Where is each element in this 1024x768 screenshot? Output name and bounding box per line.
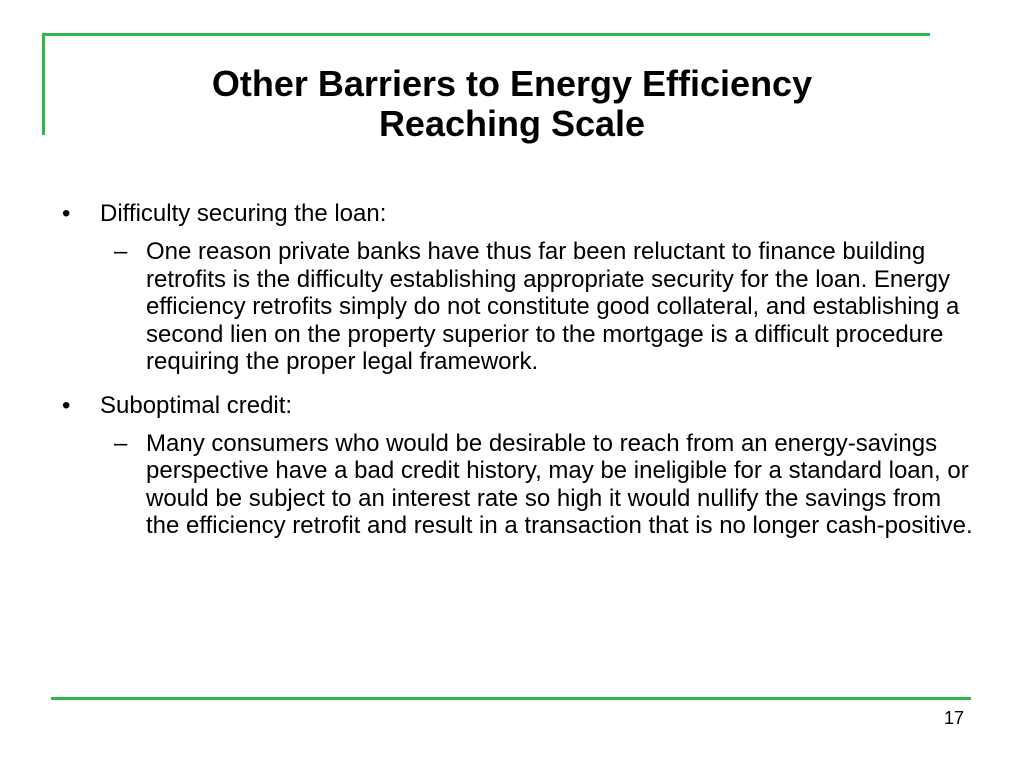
sub-bullet-text: Many consumers who would be desirable to reach from an energy-savings perspective have a bad credit history, may be ineligible for a standard loan, or would be subject to an interest rate so high it would nullify the savings from the efficiency retrofit and result in a transaction that is no longer cash-positive. [146, 429, 973, 539]
bullet-marker: • [62, 391, 71, 419]
bullet-item [60, 392, 980, 420]
footer-divider [51, 697, 971, 700]
sub-bullet-item [60, 238, 980, 376]
sub-bullet-item [60, 430, 980, 540]
slide-body [60, 200, 980, 556]
bullet-text: Suboptimal credit: [100, 391, 293, 419]
bullet-text: Difficulty securing the loan: [100, 200, 387, 227]
page-number: 17 [943, 708, 964, 728]
slide-title [60, 64, 964, 144]
sub-bullet-marker: – [114, 238, 128, 265]
frame-left-line [42, 33, 45, 135]
title-line-1: Other Barriers to Energy Efficiency [211, 63, 813, 104]
bullet-marker: • [62, 200, 71, 227]
sub-bullet-marker: – [114, 429, 128, 457]
sub-bullet-text: One reason private banks have thus far been reluctant to finance building retrofits is the difficulty establishing appropriate security for the loan. Energy efficiency retrofits simply do not constitute good collateral, and establishing a second lien on the property superior to the mortgage is a difficult procedure requiring the proper legal framework. [146, 238, 960, 375]
frame-top-line [42, 33, 930, 36]
title-line-2: Reaching Scale [378, 103, 646, 144]
bullet-item [60, 200, 980, 228]
